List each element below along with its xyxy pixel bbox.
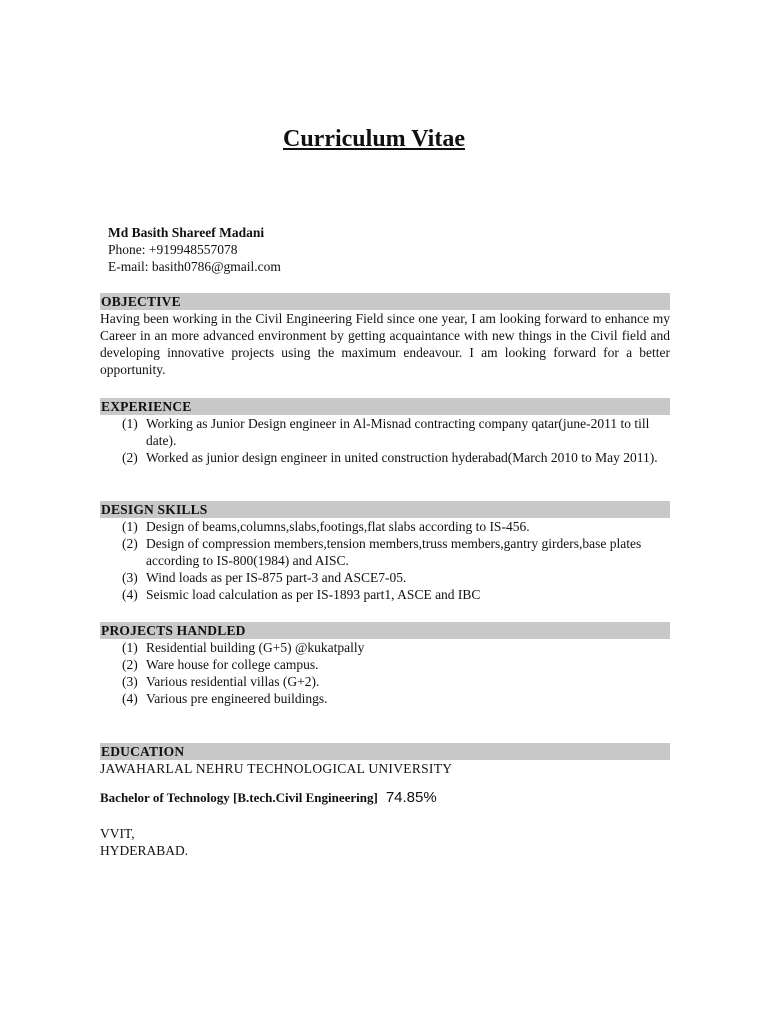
projects-section xyxy=(100,622,670,707)
list-item xyxy=(100,415,670,449)
objective-text: Having been working in the Civil Engineering Field since one year, I am looking forward to enhance my Career in an more advanced environment by getting acquaintance with new things in the Civil field and developing innovative projects using the maximum endeavour. I am looking forward for a better opportunity. xyxy=(100,311,670,377)
item-number: (1) xyxy=(122,519,138,534)
item-text: Wind loads as per IS-875 part-3 and ASCE7-05. xyxy=(146,570,407,585)
item-number: (3) xyxy=(122,570,138,585)
item-number: (1) xyxy=(122,416,138,431)
list-item xyxy=(100,673,670,690)
item-text: Ware house for college campus. xyxy=(146,657,319,672)
item-number: (2) xyxy=(122,536,138,551)
phone-number: Phone: +919948557078 xyxy=(108,242,238,257)
projects-list xyxy=(100,639,670,707)
list-item xyxy=(100,639,670,656)
document-title: Curriculum Vitae xyxy=(283,126,465,152)
education-heading: EDUCATION xyxy=(100,743,670,760)
experience-section xyxy=(100,398,670,466)
college-city: HYDERABAD. xyxy=(100,843,189,858)
item-number: (1) xyxy=(122,640,138,655)
list-item xyxy=(100,535,670,569)
projects-heading: PROJECTS HANDLED xyxy=(100,622,670,639)
item-number: (4) xyxy=(122,587,138,602)
list-item xyxy=(100,586,670,603)
degree-line xyxy=(100,787,670,809)
objective-heading: OBJECTIVE xyxy=(100,293,670,310)
degree-percentage: 74.85% xyxy=(385,789,437,806)
list-item xyxy=(100,449,670,466)
item-number: (3) xyxy=(122,674,138,689)
college-name: VVIT, xyxy=(100,826,135,841)
list-item xyxy=(100,518,670,535)
experience-heading: EXPERIENCE xyxy=(100,398,670,415)
university-name: JAWAHARLAL NEHRU TECHNOLOGICAL UNIVERSITY xyxy=(100,761,453,776)
list-item xyxy=(100,690,670,707)
item-text: Design of compression members,tension members,truss members,gantry girders,base plates according to IS-800(1984) and AISC. xyxy=(146,536,642,568)
item-text: Various pre engineered buildings. xyxy=(146,691,328,706)
candidate-name: Md Basith Shareef Madani xyxy=(108,225,265,240)
email-address: E-mail: basith0786@gmail.com xyxy=(108,259,281,274)
design-skills-heading: DESIGN SKILLS xyxy=(100,501,670,518)
design-skills-list xyxy=(100,518,670,603)
education-section xyxy=(100,743,670,859)
item-number: (2) xyxy=(122,450,138,465)
contact-block xyxy=(108,224,281,275)
item-text: Seismic load calculation as per IS-1893 part1, ASCE and IBC xyxy=(146,587,481,602)
item-text: Design of beams,columns,slabs,footings,flat slabs according to IS-456. xyxy=(146,519,530,534)
item-text: Residential building (G+5) @kukatpally xyxy=(146,640,365,655)
list-item xyxy=(100,569,670,586)
item-number: (2) xyxy=(122,657,138,672)
item-text: Various residential villas (G+2). xyxy=(146,674,320,689)
item-text: Worked as junior design engineer in united construction hyderabad(March 2010 to May 2011). xyxy=(146,450,658,465)
item-number: (4) xyxy=(122,691,138,706)
experience-list xyxy=(100,415,670,466)
item-text: Working as Junior Design engineer in Al-Misnad contracting company qatar(june-2011 to till date). xyxy=(146,416,650,448)
design-skills-section xyxy=(100,501,670,603)
objective-section xyxy=(100,293,670,378)
degree-name: Bachelor of Technology [B.tech.Civil Engineering] xyxy=(100,790,378,805)
list-item xyxy=(100,656,670,673)
